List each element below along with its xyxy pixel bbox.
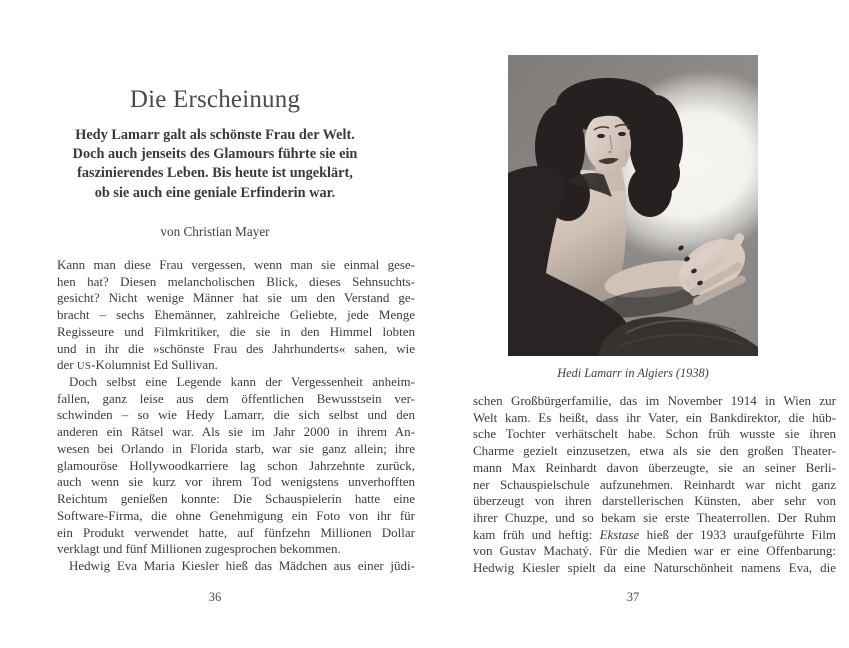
portrait-photo-graphic: [508, 55, 758, 356]
text-line: ner Schauspielschule aufzunehmen. Reinhardt war nicht ganz: [473, 476, 836, 492]
text-line: faszinierendes Leben. Bis heute ist ungeklärt,: [77, 165, 353, 182]
text-line: Regisseure und Filmkritiker, die sie in den Himmel lobten: [57, 323, 415, 339]
text-line: wesen bei Orlando in Florida starb, war sie ganz allein; ihre: [57, 440, 415, 456]
text-line: Software-Firma, die ohne Genehmigung ein Foto von ihr für: [57, 507, 415, 523]
hedy-lamarr-portrait-photo: [508, 55, 758, 356]
text-line: schwinden – so wie Hedy Lamarr, die sich selbst und den: [57, 407, 415, 423]
text-line: und in ihr die »schönste Frau des Jahrhunderts« sahen, wie: [57, 340, 415, 356]
left-page-body-text: [57, 257, 415, 575]
text-line: Reichtum genießen konnte: Die Schauspielerin hatte eine: [57, 491, 415, 507]
text-line: Doch auch jenseits des Glamours führte sie ein: [72, 146, 358, 163]
text-line: ein Produkt verwendet hatte, auf fünfzehn Millionen Dollar: [57, 524, 415, 540]
text-line: anderen ein Rätsel war. Als sie im Jahr 2000 in ihrem An-: [57, 424, 415, 440]
text-line: überzeugt von ihren darstellerischen Künsten, aber sehr von: [473, 493, 836, 509]
article-byline: von Christian Mayer: [160, 224, 270, 239]
page-number-left: 36: [208, 590, 222, 604]
text-line: Kann man diese Frau vergessen, wenn man sie einmal gese-: [57, 257, 415, 272]
text-line: bracht – sechs Ehemänner, zahlreiche Geliebte, jede Menge: [57, 307, 415, 323]
text-line: fallen, ganz leise aus dem öffentlichen Bewusstsein ver-: [57, 390, 415, 406]
text-line: Hedy Lamarr galt als schönste Frau der Welt.: [75, 127, 355, 143]
text-line: hen hat? Diesen melancholischen Blick, dieses Sehnsuchts-: [57, 273, 415, 289]
text-line: verklagt und fünf Millionen zugesprochen bekommen.: [57, 541, 341, 557]
text-line: Hedwig Eva Maria Kiesler hieß das Mädchen aus einer jüdi-: [69, 557, 415, 573]
text-line: sche Tochter verhätschelt habe. Schon früh wusste sie ihren: [473, 426, 836, 442]
text-line: mann Max Reinhardt davon überzeugte, sie an seiner Berli-: [473, 459, 836, 475]
page-number-right: 37: [626, 590, 640, 604]
text-line: Welt kam. Es heißt, dass ihr Vater, ein Bankdirektor, die hüb-: [473, 409, 836, 425]
text-line: Charme gezielt einzusetzen, etwa als sie den großen Theater-: [473, 443, 836, 459]
right-page-body-text: [473, 393, 836, 577]
text-line: ob sie auch eine geniale Erfinderin war.: [94, 184, 336, 201]
text-line: auch wenn sie kurz vor ihrem Tod wenigstens unverhofften: [57, 474, 415, 490]
text-line: ihrer Chuzpe, und so bekam sie erste Theaterrollen. Der Ruhm: [473, 510, 836, 526]
text-line: schen Großbürgerfamilie, das im November 1914 in Wien zur: [473, 393, 836, 408]
text-line: glamouröse Hollywoodkarriere lag schon Jahrzehnte zurück,: [57, 457, 415, 473]
text-line: Doch selbst eine Legende kann der Vergessenheit anheim-: [69, 374, 415, 390]
photo-caption: Hedi Lamarr in Algiers (1938): [557, 366, 709, 380]
article-standfirst: [57, 126, 373, 203]
text-line: der US-Kolumnist Ed Sullivan.: [57, 357, 218, 373]
text-line: gesicht? Nicht wenige Männer hat sie um den Verstand ge-: [57, 290, 415, 306]
text-line: Hedwig Kiesler spielt da eine Naturschönheit namens Eva, die: [473, 560, 836, 576]
text-line: von Gustav Machatý. Für die Medien war er eine Offenbarung:: [473, 543, 836, 559]
text-line: kam früh und heftig: Ekstase hieß der 1933 uraufgeführte Film: [473, 526, 836, 542]
article-title: Die Erscheinung: [129, 86, 301, 113]
